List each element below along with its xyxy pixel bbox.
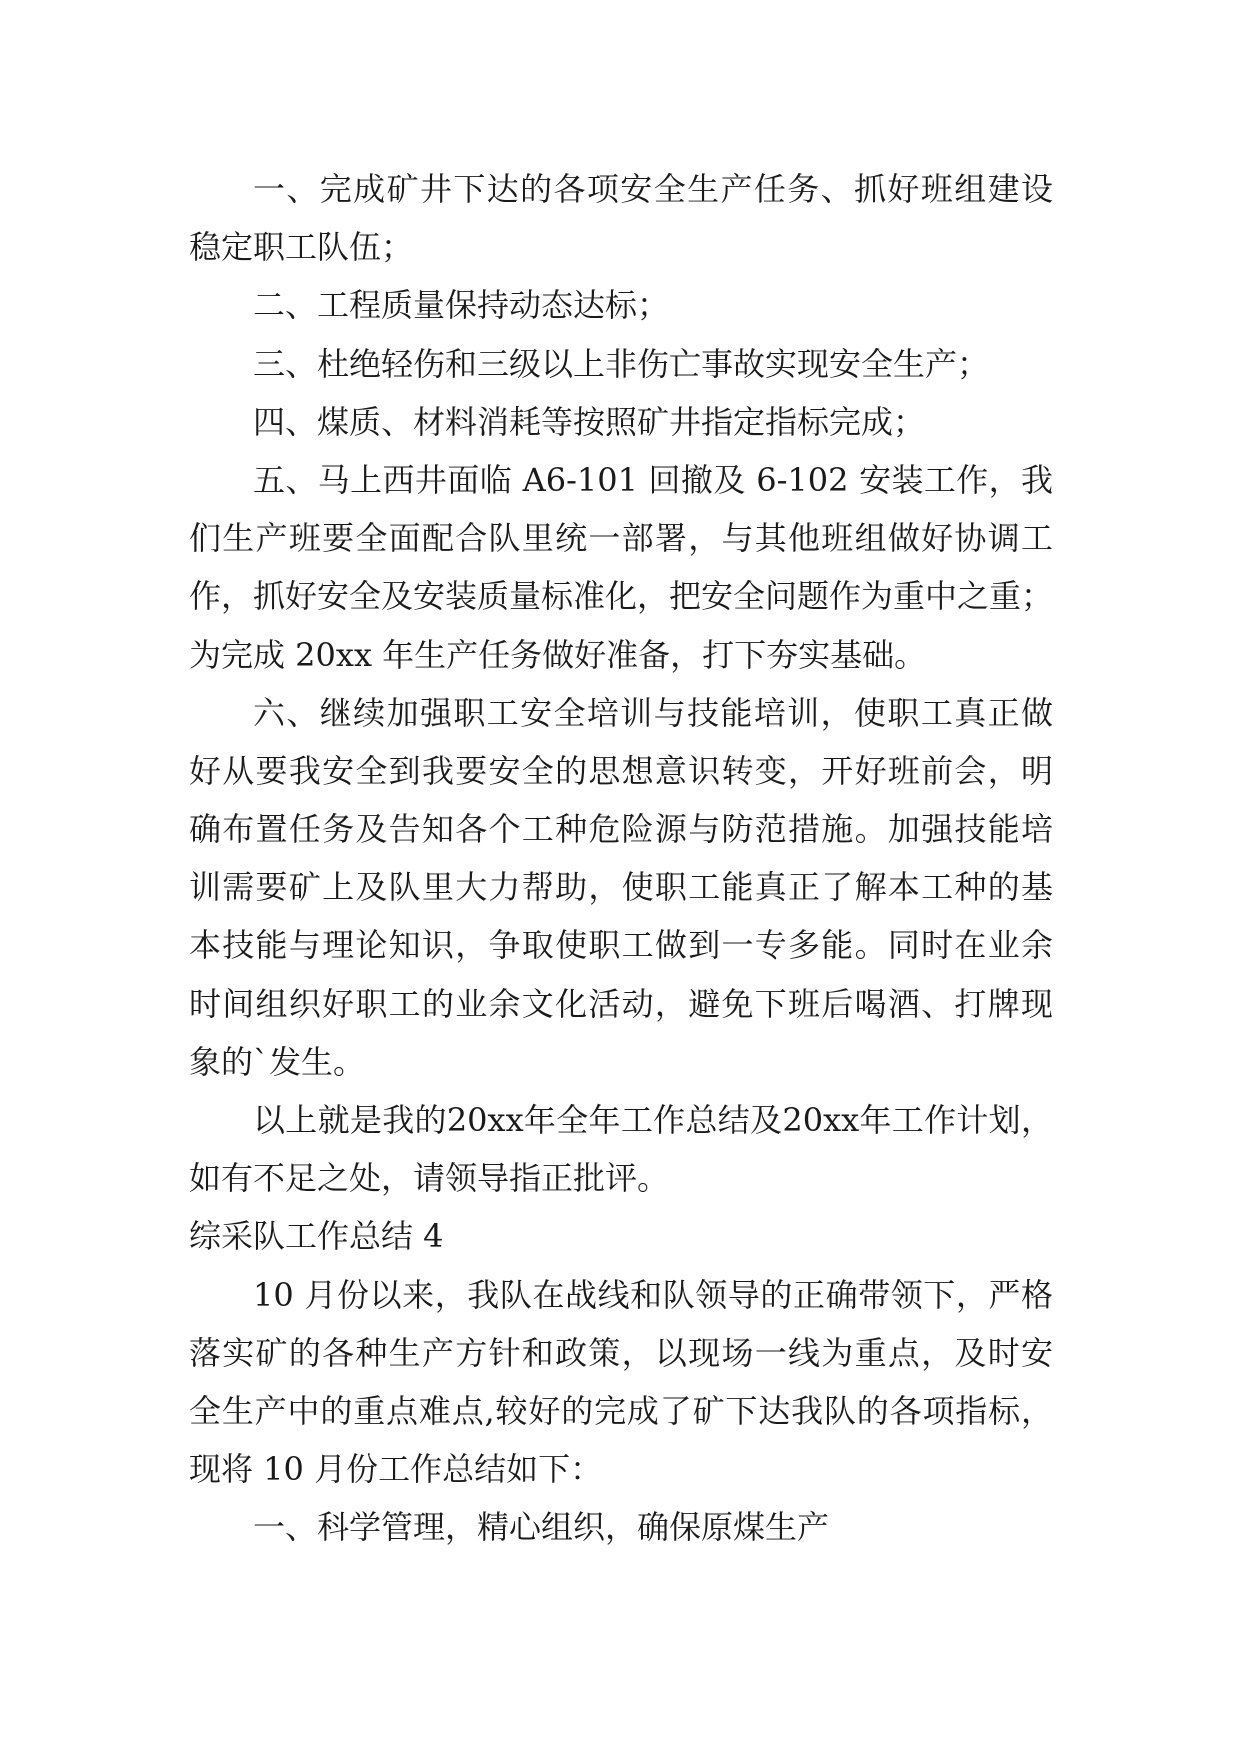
text-line: 四、煤质、材料消耗等按照矿井指定指标完成； bbox=[253, 402, 926, 441]
text-line: 确布置任务及告知各个工种危险源与防范措施。加强技能培 bbox=[189, 810, 1053, 849]
text-line: 稳定职工队伍； bbox=[189, 228, 414, 267]
text-line: 二、工程质量保持动态达标； bbox=[253, 286, 670, 325]
text-line: 一、完成矿井下达的各项安全生产任务、抓好班组建设 bbox=[253, 170, 1053, 208]
text-line: 以上就是我的20xx年全年工作总结及20xx年工作计划， bbox=[253, 1101, 1053, 1139]
text-line: 全生产中的重点难点,较好的完成了矿下达我队的各项指标， bbox=[189, 1391, 1053, 1430]
text-line: 三、杜绝轻伤和三级以上非伤亡事故实现安全生产； bbox=[253, 344, 990, 383]
document-body bbox=[189, 160, 1053, 1557]
text-line: 一、科学管理，精心组织，确保原煤生产 bbox=[253, 1508, 830, 1547]
text-line: 10 月份以来，我队在战线和队领导的正确带领下，严格 bbox=[253, 1275, 1053, 1314]
text-line: 好从要我安全到我要安全的思想意识转变，开好班前会，明 bbox=[189, 751, 1053, 790]
text-line: 六、继续加强职工安全培训与技能培训，使职工真正做 bbox=[253, 693, 1053, 732]
text-line: 落实矿的各种生产方针和政策，以现场一线为重点，及时安 bbox=[189, 1333, 1053, 1372]
text-line: 为完成 20xx 年生产任务做好准备，打下夯实基础。 bbox=[189, 635, 927, 674]
text-line: 本技能与理论知识，争取使职工做到一专多能。同时在业余 bbox=[189, 926, 1053, 965]
text-line: 五、马上西井面临 A6-101 回撤及 6-102 安装工作，我 bbox=[253, 460, 1053, 499]
text-line: 象的`发生。 bbox=[189, 1042, 366, 1081]
text-line: 们生产班要全面配合队里统一部署，与其他班组做好协调工 bbox=[189, 519, 1053, 558]
text-line: 如有不足之处，请领导指正批评。 bbox=[189, 1159, 670, 1198]
text-line: 训需要矿上及队里大力帮助，使职工能真正了解本工种的基 bbox=[189, 868, 1053, 907]
text-line: 作，抓好安全及安装质量标准化，把安全问题作为重中之重； bbox=[189, 577, 1053, 616]
text-line: 综采队工作总结 4 bbox=[189, 1217, 444, 1256]
text-line: 现将 10 月份工作总结如下： bbox=[189, 1450, 603, 1489]
text-line: 时间组织好职工的业余文化活动，避免下班后喝酒、打牌现 bbox=[189, 984, 1053, 1023]
